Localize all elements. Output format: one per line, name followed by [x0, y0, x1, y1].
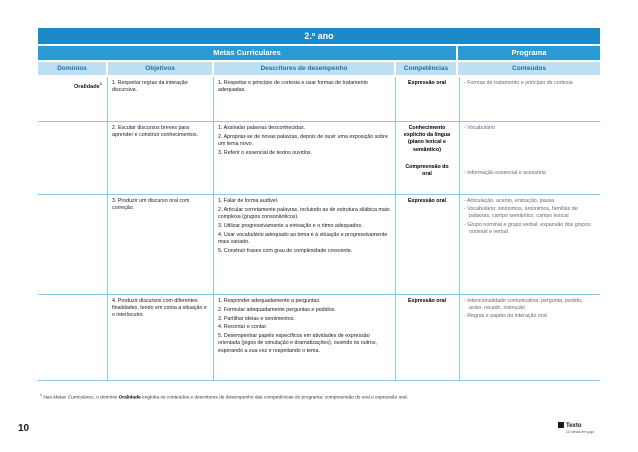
conteudos-cell — [460, 77, 600, 121]
conteudo: - Articulação, acento, entoação, pausa — [464, 198, 555, 204]
descritor: 2. Formular adequadamente perguntas e pedidos. — [218, 306, 336, 313]
descritor: 1. Responder adequadamente a perguntas. — [218, 298, 321, 304]
conteudos-cell — [460, 195, 600, 294]
conteudos-cell — [460, 295, 600, 380]
descritor: 2. Articular corretamente palavras, incluindo as de estrutura silábica mais complexa (grupos consonânticos). — [218, 206, 390, 220]
conteudo: - Vocabulário: sinónimos, antónimos, famílias de palavras, campo semântico, campo lexical — [464, 206, 578, 220]
descritores-cell — [214, 195, 394, 294]
competencias-cell — [396, 195, 458, 294]
objetivo-cell: 4. Produzir discursos com diferentes finalidades, tendo em conta a situação e o interlocutor. — [112, 298, 207, 319]
descritor: 4. Usar vocabulário adequado ao tema e à situação e progressivamente mais variado. — [218, 231, 388, 245]
descritor: 3. Partilhar ideias e sentimentos. — [218, 315, 295, 322]
col-header-descritores: Descritores de desempenho — [214, 62, 394, 75]
descritores-cell — [214, 122, 394, 194]
descritor: 1. Assinalar palavras desconhecidas. — [218, 125, 306, 131]
col-header-dominios: Domínios — [38, 62, 106, 75]
competencia: Expressão oral — [408, 198, 446, 204]
conteudo: - Informação essencial e acessória — [464, 170, 546, 177]
dominio-label: Oralidade$^1$ — [73, 81, 102, 90]
competencia: Conhecimento explícito da língua (plano lexical e semântico) — [403, 125, 451, 153]
descritor: 2. Apropriar-se de novas palavras, depois de ouvir uma exposição sobre um tema novo. — [218, 133, 388, 147]
competencias-cell — [396, 122, 458, 194]
table-row — [38, 195, 600, 295]
descritor: 1. Falar de forma audível. — [218, 198, 279, 204]
objetivo-cell: 1. Respeitar regras da interação discursiva. — [112, 80, 188, 94]
descritores-cell — [214, 295, 394, 380]
competencias-cell — [396, 295, 458, 380]
conteudo: - Vocabulário — [464, 125, 495, 131]
objetivo-cell: 3. Produzir um discurso oral com correção. — [112, 198, 190, 212]
conteudo: - Regras e papéis da interação oral — [464, 313, 547, 320]
conteudo: - Grupo nominal e grupo verbal; expansão dos grupos nominal e verbal — [464, 221, 591, 235]
footnote: $^1$ Nas Metas Curriculares, o domínio Oralidade engloba os conteúdos e descritores de desempenho das competências do programa: compreensão do oral e expressão oral. — [40, 393, 408, 401]
table-row — [38, 122, 600, 195]
dominio-cell — [38, 77, 106, 121]
descritores-cell — [214, 77, 394, 121]
table-row — [38, 77, 600, 122]
page-number: 10 — [18, 423, 30, 434]
year-banner: 2.º ano — [38, 28, 600, 44]
descritor: 3. Utilizar progressivamente a entoação e o ritmo adequados. — [218, 222, 363, 229]
col-header-conteudos: Conteúdos — [458, 62, 600, 75]
descritor: 5. Construir frases com grau de complexidade crescente. — [218, 247, 353, 254]
competencia: Expressão oral — [408, 80, 446, 86]
descritor: 4. Recontar e contar. — [218, 324, 268, 331]
conteudo: - Intencionalidade comunicativa: pergunta, pedido, aviso, recado, instrução — [464, 298, 583, 312]
conteudos-cell — [460, 122, 600, 194]
programa-header: Programa — [458, 46, 600, 60]
competencia: Expressão oral — [408, 298, 446, 304]
logo-icon — [558, 422, 564, 428]
col-header-competencias: Competências — [396, 62, 456, 75]
descritor: 3. Referir o essencial de textos ouvidos. — [218, 149, 312, 156]
conteudo: - Formas de tratamento e princípio de cortesia — [464, 80, 573, 86]
competencias-cell — [396, 77, 458, 121]
curriculum-table — [38, 77, 600, 381]
table-row — [38, 295, 600, 381]
metas-header: Metas Curriculares — [38, 46, 456, 60]
descritor: 1. Respeitar o princípio de cortesia e usar formas de tratamento adequadas. — [218, 80, 368, 94]
competencia: Compreensão do oral — [405, 163, 449, 178]
col-header-objetivos: Objetivos — [108, 62, 212, 75]
descritor: 5. Desempenhar papéis específicos em atividades de expressão orientada (jogos de simulação e dramatizações), ouvindo os outros, esperando a sua vez e respeitando o tema. — [218, 333, 377, 354]
publisher-logo: Texto 10 ideias em jogo — [558, 422, 594, 434]
objetivo-cell: 2. Escutar discursos breves para aprender e construir conhecimentos. — [112, 125, 198, 139]
